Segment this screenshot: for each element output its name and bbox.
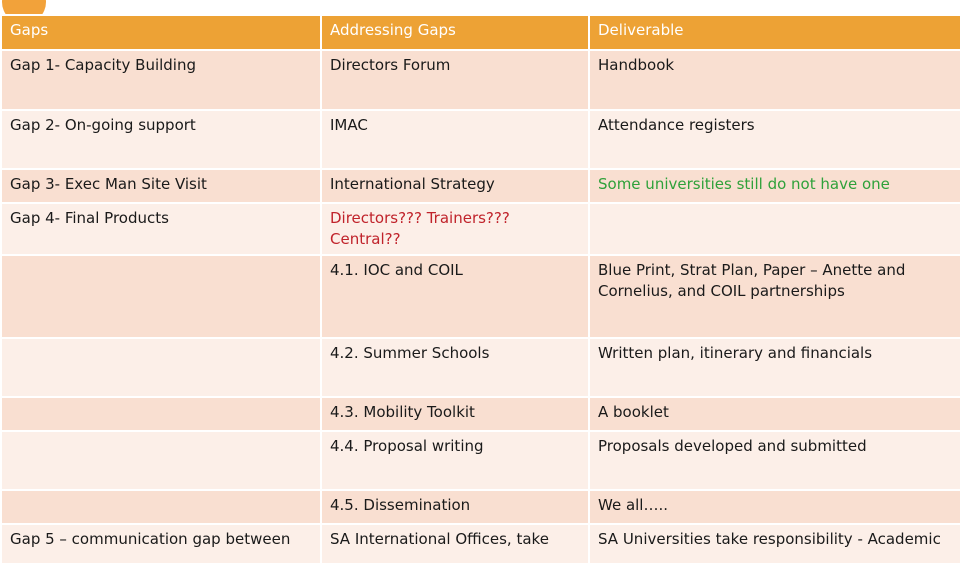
- table-row: [1, 397, 960, 431]
- table-row: [1, 255, 960, 338]
- gap-cell: [1, 338, 321, 397]
- addressing-cell: 4.1. IOC and COIL: [321, 255, 589, 338]
- deliverable-cell: We all…..: [589, 490, 960, 524]
- table-row: [1, 203, 960, 255]
- gap-cell: [1, 397, 321, 431]
- addressing-cell: 4.5. Dissemination: [321, 490, 589, 524]
- gap-cell: [1, 255, 321, 338]
- deliverable-cell: Blue Print, Strat Plan, Paper – Anette and Cornelius, and COIL partnerships: [589, 255, 960, 338]
- gap-cell: Gap 5 – communication gap between: [1, 524, 321, 564]
- table-header-row: [1, 15, 960, 50]
- addressing-cell: SA International Offices, take: [321, 524, 589, 564]
- table-row: [1, 110, 960, 169]
- gap-cell: Gap 1- Capacity Building: [1, 50, 321, 110]
- header-deliverable: Deliverable: [589, 15, 960, 50]
- addressing-cell: IMAC: [321, 110, 589, 169]
- gap-cell: [1, 431, 321, 490]
- table-row: [1, 431, 960, 490]
- table-row: [1, 524, 960, 564]
- deliverable-cell: Attendance registers: [589, 110, 960, 169]
- gap-cell: [1, 490, 321, 524]
- table-row: [1, 338, 960, 397]
- deliverable-cell: Handbook: [589, 50, 960, 110]
- table-row: [1, 50, 960, 110]
- deliverable-cell: A booklet: [589, 397, 960, 431]
- header-gaps: Gaps: [1, 15, 321, 50]
- gap-cell: Gap 2- On-going support: [1, 110, 321, 169]
- deliverable-cell-highlight: Some universities still do not have one: [589, 169, 960, 203]
- addressing-cell: 4.3. Mobility Toolkit: [321, 397, 589, 431]
- addressing-cell: Directors Forum: [321, 50, 589, 110]
- deliverable-cell: Proposals developed and submitted: [589, 431, 960, 490]
- table-row: [1, 490, 960, 524]
- gap-cell: Gap 4- Final Products: [1, 203, 321, 255]
- gap-cell: Gap 3- Exec Man Site Visit: [1, 169, 321, 203]
- addressing-cell: 4.4. Proposal writing: [321, 431, 589, 490]
- addressing-cell: 4.2. Summer Schools: [321, 338, 589, 397]
- gaps-table: [0, 14, 960, 565]
- table-row: [1, 169, 960, 203]
- addressing-cell: International Strategy: [321, 169, 589, 203]
- deliverable-cell: Written plan, itinerary and financials: [589, 338, 960, 397]
- deliverable-cell: SA Universities take responsibility - Academic: [589, 524, 960, 564]
- deliverable-cell: [589, 203, 960, 255]
- addressing-cell-highlight: Directors??? Trainers??? Central??: [321, 203, 589, 255]
- header-addressing-gaps: Addressing Gaps: [321, 15, 589, 50]
